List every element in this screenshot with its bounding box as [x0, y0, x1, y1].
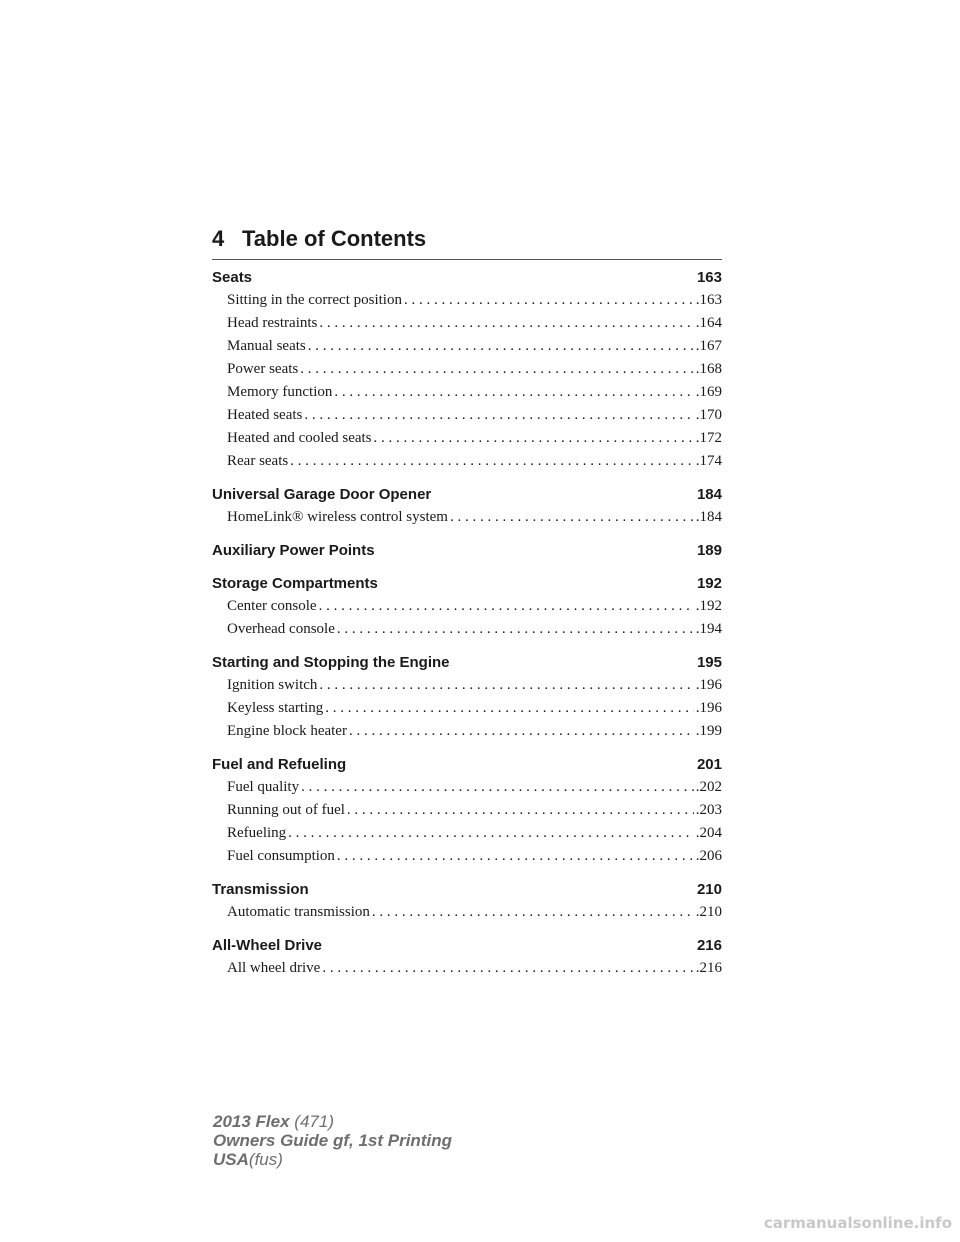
toc-entry[interactable] — [212, 697, 722, 720]
entry-label: Heated and cooled seats — [227, 430, 372, 446]
entry-label: Automatic transmission — [227, 904, 370, 920]
toc-section — [212, 539, 722, 562]
toc-entry[interactable] — [212, 720, 722, 743]
dot-leader — [347, 799, 694, 822]
toc-section — [212, 934, 722, 980]
dot-leader — [288, 822, 694, 845]
dot-leader — [374, 427, 694, 450]
dot-leader — [308, 335, 694, 358]
toc-entry[interactable] — [212, 404, 722, 427]
toc-entry[interactable] — [212, 595, 722, 618]
entry-page: .204 — [695, 825, 722, 841]
section-heading[interactable] — [212, 934, 722, 957]
toc-entry[interactable] — [212, 799, 722, 822]
entry-page: .164 — [695, 315, 722, 331]
toc-entry[interactable] — [212, 957, 722, 980]
dot-leader — [337, 845, 694, 868]
section-page: 192 — [696, 575, 722, 592]
toc-entry[interactable] — [212, 335, 722, 358]
entry-label: Ignition switch — [227, 677, 318, 693]
dot-leader — [349, 720, 694, 743]
entry-page: .170 — [695, 407, 722, 423]
entry-page: .210 — [695, 904, 722, 920]
dot-leader — [300, 358, 694, 381]
footer-model: 2013 Flex — [213, 1112, 290, 1131]
entry-label: Refueling — [227, 825, 287, 841]
section-title: Storage Compartments — [212, 575, 378, 592]
entry-label: HomeLink® wireless control system — [227, 509, 448, 525]
entry-page: .194 — [695, 621, 722, 637]
dot-leader — [319, 312, 693, 335]
header-rule — [212, 259, 722, 260]
entry-label: Memory function — [227, 384, 333, 400]
entry-label: Overhead console — [227, 621, 335, 637]
footer — [213, 1112, 452, 1169]
entry-label: Running out of fuel — [227, 802, 345, 818]
entry-page: .199 — [695, 723, 722, 739]
entry-label: Manual seats — [227, 338, 306, 354]
footer-code: (471) — [294, 1112, 334, 1131]
entry-label: Fuel quality — [227, 779, 300, 795]
dot-leader — [304, 404, 693, 427]
section-heading[interactable] — [212, 266, 722, 289]
dot-leader — [337, 618, 694, 641]
entry-label: Heated seats — [227, 407, 303, 423]
entry-page: .196 — [695, 700, 722, 716]
section-title: Starting and Stopping the Engine — [212, 654, 450, 671]
entry-label: Head restraints — [227, 315, 318, 331]
entry-page: .196 — [695, 677, 722, 693]
toc-entry[interactable] — [212, 312, 722, 335]
entry-label: Fuel consumption — [227, 848, 335, 864]
toc-entry[interactable] — [212, 901, 722, 924]
entry-page: .167 — [695, 338, 722, 354]
entry-label: Keyless starting — [227, 700, 324, 716]
section-page: 163 — [696, 269, 722, 286]
dot-leader — [301, 776, 694, 799]
entry-page: .192 — [695, 598, 722, 614]
dot-leader — [325, 697, 694, 720]
footer-region-code: (fus) — [248, 1150, 283, 1169]
section-heading[interactable] — [212, 483, 722, 506]
section-page: 210 — [696, 881, 722, 898]
section-page: 195 — [696, 654, 722, 671]
section-title: Fuel and Refueling — [212, 756, 347, 773]
section-page: 216 — [696, 937, 722, 954]
entry-page: .216 — [695, 960, 722, 976]
footer-guide: Owners Guide gf, 1st Printing — [213, 1131, 452, 1150]
entry-label: All wheel drive — [227, 960, 321, 976]
toc-entry[interactable] — [212, 618, 722, 641]
section-title: All-Wheel Drive — [212, 937, 323, 954]
section-title: Universal Garage Door Opener — [212, 486, 432, 503]
entry-page: .168 — [695, 361, 722, 377]
dot-leader — [404, 289, 694, 312]
dot-leader — [319, 674, 693, 697]
section-title: Auxiliary Power Points — [212, 542, 375, 559]
dot-leader — [450, 506, 694, 529]
dot-leader — [372, 901, 694, 924]
toc-section — [212, 483, 722, 529]
entry-page: .203 — [695, 802, 722, 818]
toc-entry[interactable] — [212, 427, 722, 450]
footer-region: USA — [213, 1150, 249, 1169]
section-heading[interactable] — [212, 539, 722, 562]
toc-entry[interactable] — [212, 289, 722, 312]
page-title: Table of Contents — [242, 226, 427, 251]
dot-leader — [322, 957, 693, 980]
watermark: carmanualsonline.info — [763, 1214, 952, 1232]
section-title: Seats — [212, 269, 253, 286]
section-heading[interactable] — [212, 572, 722, 595]
toc-section — [212, 878, 722, 924]
entry-page: .169 — [695, 384, 722, 400]
page-header — [212, 226, 722, 252]
toc-entry[interactable] — [212, 358, 722, 381]
section-page: 184 — [696, 486, 722, 503]
page-number: 4 — [212, 226, 225, 251]
dot-leader — [319, 595, 694, 618]
entry-page: .172 — [695, 430, 722, 446]
entry-label: Sitting in the correct position — [227, 292, 402, 308]
toc-section — [212, 753, 722, 868]
toc-entry[interactable] — [212, 450, 722, 473]
toc-entry[interactable] — [212, 845, 722, 868]
entry-page: .202 — [695, 779, 722, 795]
toc-section — [212, 651, 722, 743]
dot-leader — [334, 381, 693, 404]
section-title: Transmission — [212, 881, 309, 898]
toc-section — [212, 266, 722, 473]
entry-label: Center console — [227, 598, 317, 614]
entry-page: .206 — [695, 848, 722, 864]
toc-section — [212, 572, 722, 641]
table-of-contents — [212, 266, 722, 990]
section-heading[interactable] — [212, 651, 722, 674]
entry-page: .174 — [695, 453, 722, 469]
entry-page: .184 — [695, 509, 722, 525]
entry-page: .163 — [695, 292, 722, 308]
section-heading[interactable] — [212, 753, 722, 776]
toc-entry[interactable] — [212, 506, 722, 529]
section-page: 189 — [696, 542, 722, 559]
toc-entry[interactable] — [212, 381, 722, 404]
entry-label: Rear seats — [227, 453, 289, 469]
entry-label: Engine block heater — [227, 723, 347, 739]
toc-entry[interactable] — [212, 822, 722, 845]
entry-label: Power seats — [227, 361, 299, 377]
toc-entry[interactable] — [212, 776, 722, 799]
dot-leader — [290, 450, 694, 473]
section-page: 201 — [696, 756, 722, 773]
section-heading[interactable] — [212, 878, 722, 901]
toc-entry[interactable] — [212, 674, 722, 697]
